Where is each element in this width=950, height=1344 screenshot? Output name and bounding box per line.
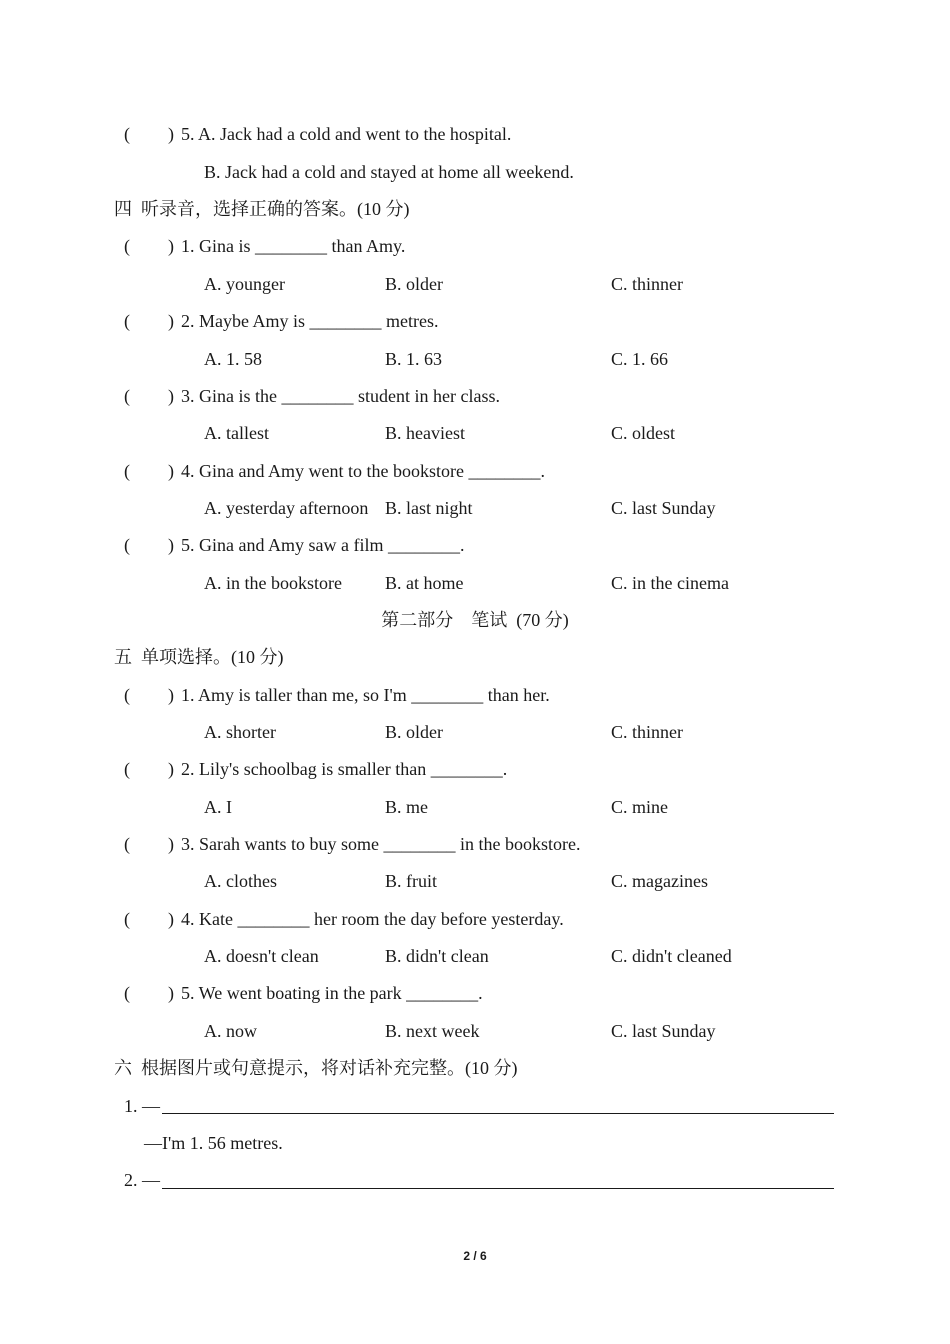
option-b: B. 1. 63 xyxy=(385,349,443,369)
answer-paren-open: ( xyxy=(124,759,130,779)
question-text: 1. Gina is ________ than Amy. xyxy=(181,236,406,256)
option-c: C. last Sunday xyxy=(611,1021,716,1041)
answer-paren-close: ) xyxy=(168,386,174,406)
question-text: 2. Maybe Amy is ________ metres. xyxy=(181,311,439,331)
option-a: A. 1. 58 xyxy=(204,349,262,369)
answer-paren-close: ) xyxy=(168,909,174,929)
option-a: A. tallest xyxy=(204,423,269,443)
option-a: A. now xyxy=(204,1021,257,1041)
option-b: B. next week xyxy=(385,1021,480,1041)
answer-paren-open: ( xyxy=(124,834,130,854)
option-a: A. younger xyxy=(204,274,285,294)
answer-paren-close: ) xyxy=(168,759,174,779)
answer-paren-close: ) xyxy=(168,685,174,705)
answer-paren-close: ) xyxy=(168,535,174,555)
question-text: 5. A. Jack had a cold and went to the hospital. xyxy=(181,124,512,144)
answer-paren-open: ( xyxy=(124,386,130,406)
question-text: 5. Gina and Amy saw a film ________. xyxy=(181,535,465,555)
answer-paren-open: ( xyxy=(124,983,130,1003)
option-b: B. didn't clean xyxy=(385,946,489,966)
answer-paren-open: ( xyxy=(124,909,130,929)
section-heading-5: 五 单项选择。(10 分) xyxy=(114,647,284,667)
answer-paren-close: ) xyxy=(168,236,174,256)
option-a: A. yesterday afternoon xyxy=(204,498,369,518)
answer-paren-close: ) xyxy=(168,983,174,1003)
part-title: 第二部分 笔试 (70 分) xyxy=(381,610,569,630)
answer-paren-close: ) xyxy=(168,834,174,854)
answer-paren-open: ( xyxy=(124,236,130,256)
answer-paren-close: ) xyxy=(168,311,174,331)
option-a: A. I xyxy=(204,797,232,817)
question-text: 3. Gina is the ________ student in her class. xyxy=(181,386,500,406)
option-a: A. clothes xyxy=(204,871,277,891)
answer-blank-line[interactable] xyxy=(162,1113,834,1114)
item-number: 1. — xyxy=(124,1096,160,1116)
option-c: C. 1. 66 xyxy=(611,349,669,369)
section-heading-6: 六 根据图片或句意提示，将对话补充完整。(10 分) xyxy=(114,1058,518,1078)
option-a: A. in the bookstore xyxy=(204,573,342,593)
option-a: A. doesn't clean xyxy=(204,946,319,966)
option-c: C. oldest xyxy=(611,423,676,443)
question-text: 4. Gina and Amy went to the bookstore ________. xyxy=(181,461,545,481)
option-c: C. last Sunday xyxy=(611,498,716,518)
item-number: 2. — xyxy=(124,1170,160,1190)
option-b: B. last night xyxy=(385,498,473,518)
option-a: A. shorter xyxy=(204,722,276,742)
option-c: C. mine xyxy=(611,797,668,817)
option-b: B. older xyxy=(385,274,443,294)
question-text: 4. Kate ________ her room the day before yesterday. xyxy=(181,909,564,929)
option-c: C. didn't cleaned xyxy=(611,946,732,966)
option-c: C. magazines xyxy=(611,871,708,891)
question-text: 5. We went boating in the park ________. xyxy=(181,983,483,1003)
option-b: B. me xyxy=(385,797,428,817)
option-b: B. fruit xyxy=(385,871,437,891)
option-c: C. thinner xyxy=(611,722,683,742)
question-text: 3. Sarah wants to buy some ________ in the bookstore. xyxy=(181,834,581,854)
answer-paren-open: ( xyxy=(124,461,130,481)
answer-paren-open: ( xyxy=(124,311,130,331)
answer-paren-open: ( xyxy=(124,124,130,144)
option-b: B. at home xyxy=(385,573,464,593)
option-b: B. older xyxy=(385,722,443,742)
question-text: 2. Lily's schoolbag is smaller than ________. xyxy=(181,759,508,779)
option-b: B. heaviest xyxy=(385,423,465,443)
answer-blank-line[interactable] xyxy=(162,1188,834,1189)
answer-paren-open: ( xyxy=(124,535,130,555)
answer-paren-close: ) xyxy=(168,461,174,481)
page-number: 2 / 6 xyxy=(463,1249,487,1263)
option-c: C. in the cinema xyxy=(611,573,729,593)
answer-paren-open: ( xyxy=(124,685,130,705)
question-text: 1. Amy is taller than me, so I'm ________ than her. xyxy=(181,685,550,705)
option-c: C. thinner xyxy=(611,274,683,294)
dialogue-response: —I'm 1. 56 metres. xyxy=(144,1133,283,1153)
answer-paren-close: ) xyxy=(168,124,174,144)
option-b: B. Jack had a cold and stayed at home all weekend. xyxy=(204,162,574,182)
section-heading-4: 四 听录音，选择正确的答案。(10 分) xyxy=(114,199,410,219)
